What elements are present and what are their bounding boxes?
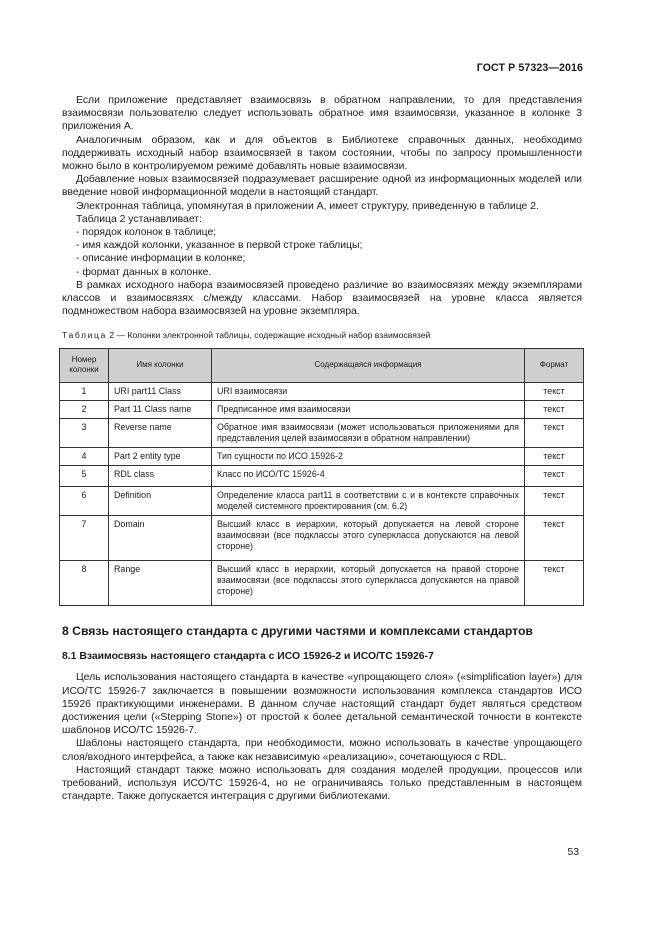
cell-number: 7	[60, 515, 109, 560]
cell-name: Domain	[109, 515, 212, 560]
list-item: - описание информации в колонке;	[76, 253, 246, 265]
document-header: ГОСТ Р 57323—2016	[476, 62, 583, 74]
cell-name: URI part11 Class	[109, 382, 212, 400]
columns-table	[59, 348, 584, 606]
cell-name: Reverse name	[109, 418, 212, 447]
cell-name: Range	[109, 560, 212, 605]
header-format: Формат	[525, 348, 584, 382]
cell-info: Высший класс в иерархии, который допускается на правой стороне взаимосвязи (все подклассы этого суперкласса допускаются на правой стороне)	[212, 560, 525, 605]
list-item: - имя каждой колонки, указанное в первой строке таблицы;	[76, 240, 363, 252]
cell-number: 3	[60, 418, 109, 447]
paragraph: Таблица 2 устанавливает:	[76, 213, 202, 225]
header-info: Содержащаяся информация	[212, 348, 525, 382]
cell-format: текст	[525, 447, 584, 465]
cell-number: 6	[60, 486, 109, 515]
paragraph: Аналогичным образом, как и для объектов в Библиотеке справочных данных, необходимо поддерживать исходный набор взаимосвязей в таком состоянии, чтобы по запросу промышленности можно было в контролируемом режиме добавлять новые взаимосвязи.	[62, 134, 582, 173]
table-row	[60, 465, 584, 486]
cell-info: URI взаимосвязи	[212, 382, 525, 400]
table-row	[60, 447, 584, 465]
page-content	[62, 94, 582, 803]
paragraph: Электронная таблица, упомянутая в приложении А, имеет структуру, приведенную в таблице 2.	[76, 200, 539, 212]
table-row	[60, 515, 584, 560]
cell-number: 4	[60, 447, 109, 465]
cell-format: текст	[525, 560, 584, 605]
cell-name: Part 11 Class name	[109, 400, 212, 418]
cell-format: текст	[525, 400, 584, 418]
cell-number: 5	[60, 465, 109, 486]
cell-name: Definition	[109, 486, 212, 515]
cell-format: текст	[525, 382, 584, 400]
header-name: Имя колонки	[109, 348, 212, 382]
table-row	[60, 400, 584, 418]
cell-info: Предписанное имя взаимосвязи	[212, 400, 525, 418]
cell-info: Обратное имя взаимосвязи (может использоваться приложениями для представления целей взаимосвязи в обратном направлении)	[212, 418, 525, 447]
paragraph: Настоящий стандарт также можно использовать для создания моделей продукции, процессов или требований, используя ИСО/ТС 15926-4, но не ограничиваясь только представленным в настоящем стандарте. Также допускается интеграция с другими библиотеками.	[62, 764, 582, 803]
table-caption-text: 2 — Колонки электронной таблицы, содержащие исходный набор взаимосвязей	[109, 330, 431, 341]
cell-info: Тип сущности по ИСО 15926-2	[212, 447, 525, 465]
cell-number: 1	[60, 382, 109, 400]
requirements-list	[62, 226, 582, 279]
cell-info: Определение класса part11 в соответствии с и в контексте справочных моделей системного проектирования (см. 6.2)	[212, 486, 525, 515]
cell-info: Высший класс в иерархии, который допускается на левой стороне взаимосвязи (все подклассы этого суперкласса допускаются на левой стороне)	[212, 515, 525, 560]
header-number: Номер колонки	[60, 348, 109, 382]
paragraph: В рамках исходного набора взаимосвязей проведено различие во взаимосвязях между экземплярами классов и взаимосвязях с/между классами. Набор взаимосвязей на уровне класса является подмножеством набора взаимосвязей на уровне экземпляра.	[62, 279, 582, 318]
cell-format: текст	[525, 515, 584, 560]
cell-number: 8	[60, 560, 109, 605]
table-row	[60, 560, 584, 605]
section-heading: 8 Связь настоящего стандарта с другими частями и комплексами стандартов	[62, 623, 533, 638]
cell-name: RDL class	[109, 465, 212, 486]
list-item: - порядок колонок в таблице;	[76, 227, 217, 239]
page-number: 53	[567, 847, 579, 858]
cell-format: текст	[525, 465, 584, 486]
table-caption	[62, 329, 582, 342]
table-row	[60, 486, 584, 515]
list-item: - формат данных в колонке.	[76, 266, 212, 278]
table-caption-label: Таблица	[62, 330, 107, 341]
paragraph: Добавление новых взаимосвязей подразумевает расширение одной из информационных моделей или введение новой информационной модели в настоящий стандарт.	[62, 174, 582, 199]
table-row	[60, 418, 584, 447]
cell-info: Класс по ИСО/ТС 15926-4	[212, 465, 525, 486]
cell-format: текст	[525, 486, 584, 515]
paragraph: Цель использования настоящего стандарта в качестве «упрощающего слоя» («simplification layer») для ИСО/ТС 15926-7 заключается в повышении возможности использования комплекса стандартов ИСО 15926 практикующими инженерами. В данном случае настоящий стандарт будет являться средством достижения цели («Stepping Stone») от простой к более детальной семантической точности в контексте шаблонов ИСО/ТС 15926-7.	[62, 672, 582, 737]
paragraph: Шаблоны настоящего стандарта, при необходимости, можно использовать в качестве упрощающего слоя/входного интерфейса, а также как независимую «реализацию», сочетающуюся с RDL.	[62, 738, 582, 763]
cell-number: 2	[60, 400, 109, 418]
paragraph: Если приложение представляет взаимосвязь в обратном направлении, то для представления взаимосвязи пользователю следует использовать обратное имя взаимосвязи, указанное в колонке 3 приложения А.	[62, 95, 582, 133]
subsection-heading: 8.1 Взаимосвязь настоящего стандарта с ИСО 15926-2 и ИСО/ТС 15926-7	[62, 651, 434, 663]
table-row	[60, 382, 584, 400]
table-header-row	[60, 348, 584, 382]
cell-format: текст	[525, 418, 584, 447]
cell-name: Part 2 entity type	[109, 447, 212, 465]
